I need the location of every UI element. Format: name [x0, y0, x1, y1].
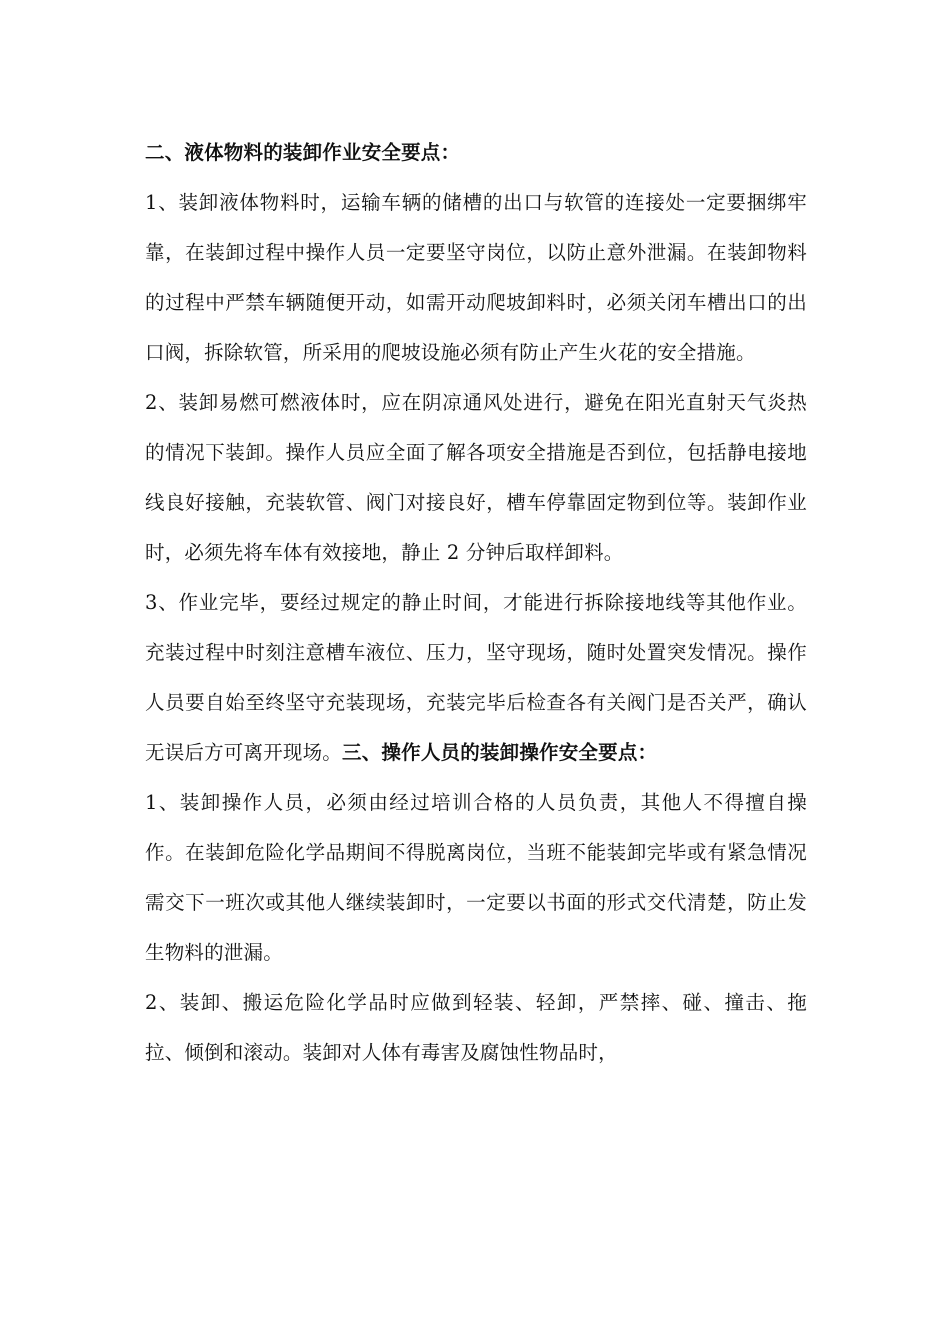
section-2-item-2: 2、装卸易燃可燃液体时，应在阴凉通风处进行，避免在阳光直射天气炎热的情况下装卸。操作人员应全面了解各项安全措施是否到位，包括静电接地线良好接触，充装软管、阀门对接良好，槽车停靠固定物到位等。装卸作业时，必须先将车体有效接地，静止 2 分钟后取样卸料。	[145, 391, 807, 564]
section-2-item-3-text: 3、作业完毕，要经过规定的静止时间，才能进行拆除接地线等其他作业。充装过程中时刻注意槽车液位、压力，坚守现场，随时处置突发情况。操作人员要自始至终坚守充装现场，充装完毕后检查各有关阀门是否关严，确认无误后方可离开现场。	[145, 591, 807, 764]
section-2-item-1: 1、装卸液体物料时，运输车辆的储槽的出口与软管的连接处一定要捆绑牢靠，在装卸过程中操作人员一定要坚守岗位，以防止意外泄漏。在装卸物料的过程中严禁车辆随便开动，如需开动爬坡卸料时，必须关闭车槽出口的出口阀，拆除软管，所采用的爬坡设施必须有防止产生火花的安全措施。	[145, 191, 807, 364]
section-3-item-2: 2、装卸、搬运危险化学品时应做到轻装、轻卸，严禁摔、碰、撞击、拖拉、倾倒和滚动。装卸对人体有毒害及腐蚀性物品时，	[145, 991, 807, 1064]
section-2-heading: 二、液体物料的装卸作业安全要点：	[145, 141, 461, 164]
section-2-item-3	[145, 578, 807, 778]
section-3-heading: 三、操作人员的装卸操作安全要点：	[342, 741, 658, 764]
section-3-item-1: 1、装卸操作人员，必须由经过培训合格的人员负责，其他人不得擅自操作。在装卸危险化学品期间不得脱离岗位，当班不能装卸完毕或有紧急情况需交下一班次或其他人继续装卸时，一定要以书面的形式交代清楚，防止发生物料的泄漏。	[145, 791, 807, 964]
document-body	[145, 128, 807, 1078]
